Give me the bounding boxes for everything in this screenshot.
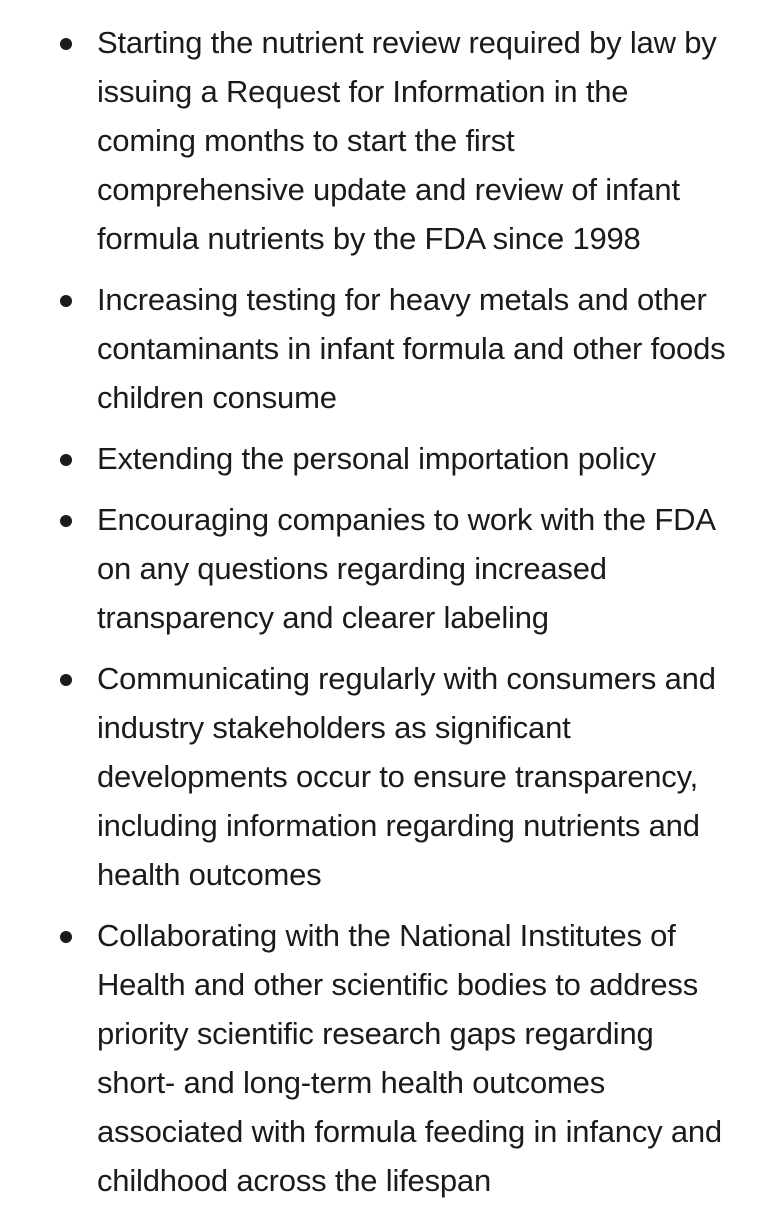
bullet-icon (60, 295, 72, 307)
bullet-icon (60, 515, 72, 527)
bullet-icon (60, 931, 72, 943)
list-item (0, 495, 767, 642)
bullet-icon (60, 674, 72, 686)
bullet-icon (60, 38, 72, 50)
list-item-text: Encouraging companies to work with the FDA on any questions regarding increased transparency and clearer labeling (97, 502, 715, 635)
bullet-icon (60, 454, 72, 466)
list-item-text: Collaborating with the National Institutes of Health and other scientific bodies to address priority scientific research gaps regarding short- and long-term health outcomes associated with formula feeding in infancy and childhood across the lifespan (97, 918, 722, 1198)
list-item (0, 911, 767, 1205)
list-item-text: Increasing testing for heavy metals and other contaminants in infant formula and other foods children consume (97, 282, 726, 415)
list-item (0, 275, 767, 422)
list-item (0, 654, 767, 899)
list-item-text: Communicating regularly with consumers and industry stakeholders as significant developments occur to ensure transparency, including information regarding nutrients and health outcomes (97, 661, 716, 892)
list-item-text: Extending the personal importation policy (97, 441, 656, 476)
list-item (0, 434, 767, 483)
list-item (0, 18, 767, 263)
list-item-text: Starting the nutrient review required by law by issuing a Request for Information in the coming months to start the first comprehensive update and review of infant formula nutrients by the FDA since 1998 (97, 25, 717, 256)
